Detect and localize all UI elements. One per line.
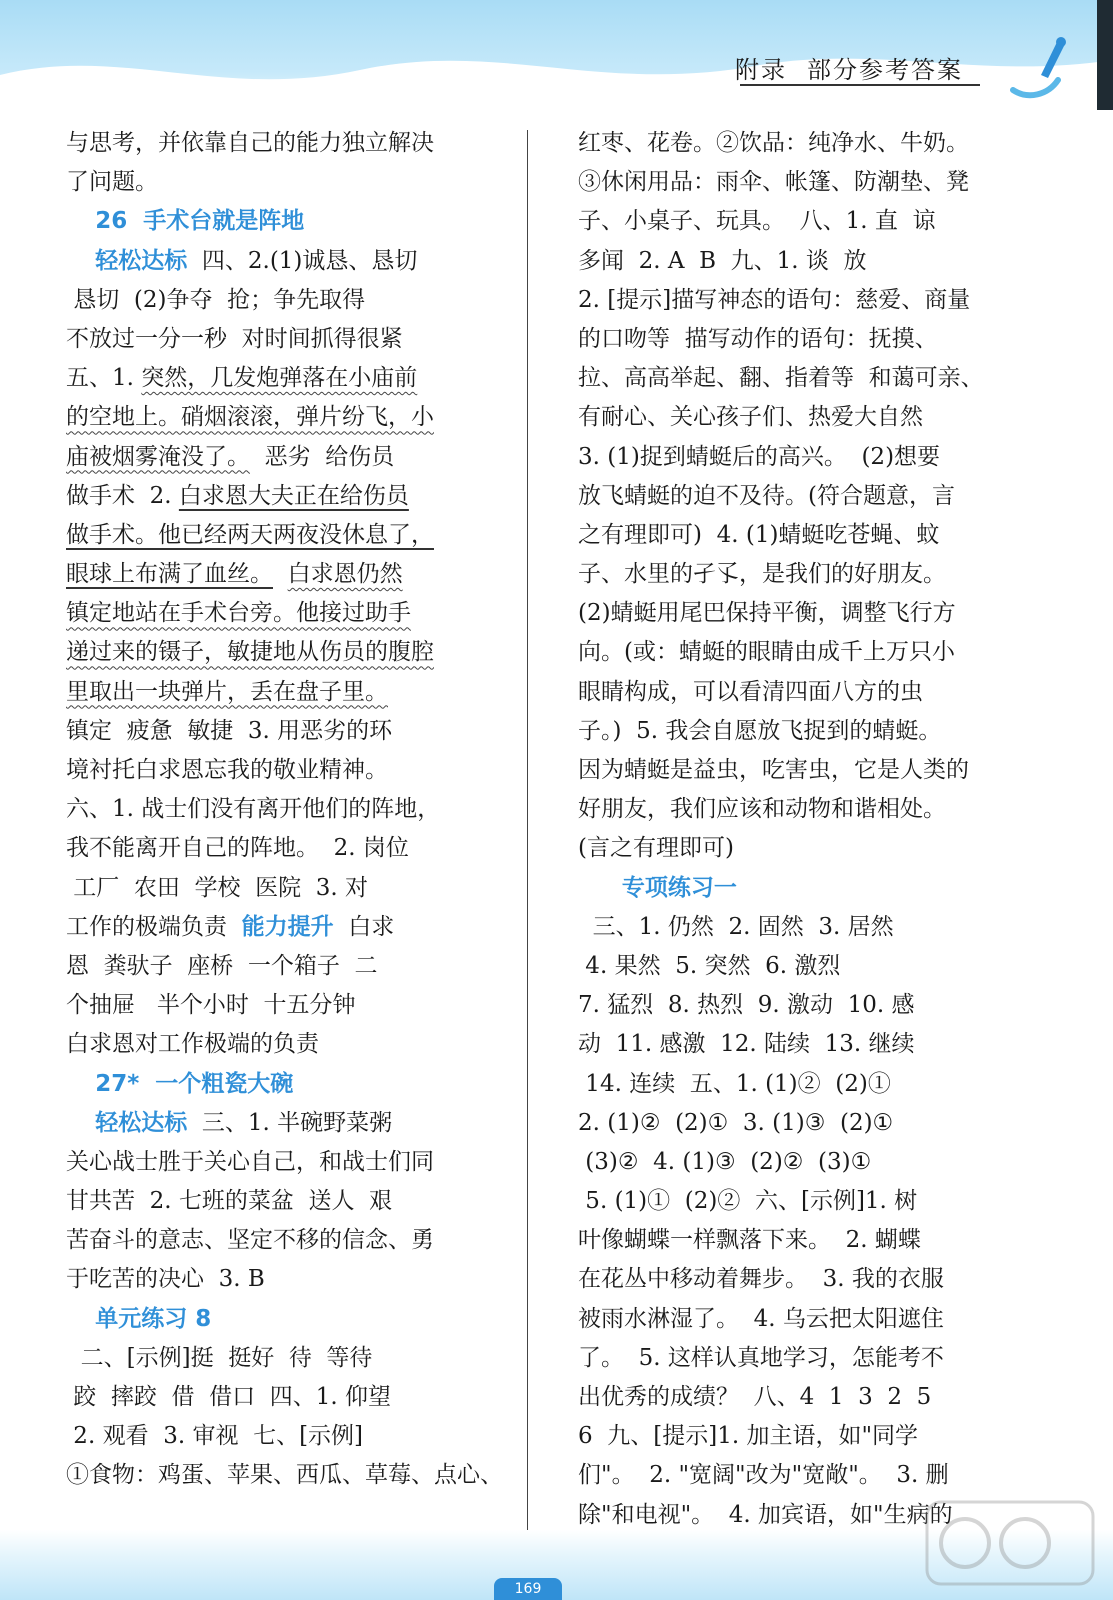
text-segment: 四、2.(1)诚恳、恳切 — [187, 247, 418, 274]
text-line — [66, 1260, 496, 1299]
text-line — [66, 398, 496, 437]
text-line — [578, 1339, 1008, 1378]
text-segment: 恩 粪驮子 座桥 一个箱子 二 — [66, 952, 378, 979]
text-segment: 与思考，并依靠自己的能力独立解决 — [66, 130, 434, 156]
section-heading: 专项练习一 — [621, 874, 737, 901]
text-segment: 红枣、花卷。②饮品：纯净水、牛奶。 — [578, 130, 969, 156]
text-segment: 子、小桌子、玩具。 八、1. 直 谅 — [578, 208, 936, 235]
text-line — [578, 1104, 1008, 1143]
page-edge-binding — [1097, 0, 1113, 110]
text-line — [66, 1143, 496, 1182]
header-rule — [740, 84, 980, 86]
text-segment: 3. (1)捉到蜻蜓后的高兴。 (2)想要 — [578, 443, 941, 470]
text-line — [66, 163, 496, 202]
watermark-logo — [925, 1500, 1095, 1586]
text-line — [66, 1417, 496, 1456]
text-segment: 好朋友，我们应该和动物和谐相处。 — [578, 796, 946, 823]
text-segment: 眼球上布满了血丝。 — [66, 561, 273, 588]
text-line — [578, 1300, 1008, 1339]
text-line — [66, 712, 496, 751]
text-line — [578, 1221, 1008, 1260]
text-line — [578, 202, 1008, 241]
text-line — [578, 477, 1008, 516]
header-title: 部分参考答案 — [807, 56, 963, 84]
text-segment: 工厂 农田 学校 医院 3. 对 — [66, 874, 369, 901]
text-segment: 做手术。他已经两天两夜没休息了， — [66, 521, 434, 548]
text-line — [578, 1065, 1008, 1104]
text-line — [578, 398, 1008, 437]
left-column — [66, 124, 503, 1496]
text-segment: 二、[示例]挺 挺好 待 等待 — [66, 1344, 373, 1371]
text-segment: 2. (1)② (2)① 3. (1)③ (2)① — [578, 1109, 894, 1136]
text-line — [66, 908, 496, 947]
text-segment: 递过来的镊子，敏捷地从伤员的腹腔 — [66, 639, 434, 666]
text-line — [66, 477, 496, 516]
text-line — [66, 516, 496, 555]
text-segment: 出优秀的成绩？ 八、4 1 3 2 5 — [578, 1384, 932, 1410]
text-segment: 被雨水淋湿了。 4. 乌云把太阳遮住 — [578, 1305, 944, 1332]
text-line — [66, 1221, 496, 1260]
text-segment: 有耐心、关心孩子们、热爱大自然 — [578, 404, 923, 431]
text-line — [578, 1182, 1008, 1221]
text-segment: 2. 观看 3. 审视 七、[示例] — [66, 1423, 364, 1450]
text-segment: 六、1. 战士们没有离开他们的阵地， — [66, 796, 441, 823]
text-line — [66, 1339, 496, 1378]
text-segment: 三、1. 仍然 2. 固然 3. 居然 — [578, 913, 894, 940]
text-line — [66, 1104, 496, 1143]
text-segment: 工作的极端负责 — [66, 913, 242, 940]
text-line — [66, 986, 496, 1025]
text-segment: ①食物：鸡蛋、苹果、西瓜、草莓、点心、 — [66, 1462, 503, 1489]
text-line — [578, 829, 1008, 868]
text-segment: 做手术 2. — [66, 482, 179, 509]
text-segment: 叶像蝴蝶一样飘落下来。 2. 蝴蝶 — [578, 1227, 921, 1254]
text-segment: 拉、高高举起、翻、指着等 和蔼可亲、 — [578, 365, 984, 392]
section-heading: 轻松达标 — [95, 247, 188, 274]
text-line — [66, 751, 496, 790]
text-line — [66, 124, 496, 163]
text-segment: 因为蜻蜓是益虫，吃害虫，它是人类的 — [578, 757, 969, 783]
text-segment: 2. [提示]描写神态的语句：慈爱、商量 — [578, 286, 971, 313]
text-segment: 之有理即可) 4. (1)蜻蜓吃苍蝇、蚊 — [578, 521, 940, 548]
text-segment: 们"。 2. "宽阔"改为"宽敞"。 3. 删 — [578, 1462, 949, 1489]
text-line — [578, 555, 1008, 594]
text-line — [66, 594, 496, 633]
text-segment: 境衬托白求恩忘我的敬业精神。 — [66, 757, 388, 783]
text-segment — [66, 1071, 95, 1097]
text-line — [578, 633, 1008, 672]
text-segment — [66, 208, 95, 234]
text-segment — [66, 248, 95, 274]
text-line — [578, 320, 1008, 359]
text-segment — [273, 561, 288, 587]
text-segment: 跤 摔跤 借 借口 四、1. 仰望 — [66, 1384, 392, 1410]
section-heading: 能力提升 — [241, 913, 334, 940]
text-segment: 动 11. 感激 12. 陆续 13. 继续 — [578, 1031, 915, 1058]
section-heading: 26 手术台就是阵地 — [95, 208, 305, 235]
text-segment: 不放过一分一秒 对时间抓得很紧 — [66, 325, 403, 352]
text-segment: 了问题。 — [66, 169, 158, 196]
text-line — [66, 1378, 496, 1417]
text-segment: 的空地上。硝烟滚滚，弹片纷飞，小 — [66, 404, 434, 431]
text-line — [66, 829, 496, 868]
column-divider — [527, 130, 528, 1530]
text-line — [66, 673, 496, 712]
text-line — [578, 1025, 1008, 1064]
text-segment: (3)② 4. (1)③ (2)② (3)① — [578, 1148, 872, 1175]
text-line — [578, 1378, 1008, 1417]
text-line — [578, 712, 1008, 751]
text-line — [578, 124, 1008, 163]
text-line — [578, 516, 1008, 555]
text-segment: (言之有理即可) — [578, 835, 734, 862]
text-segment: 甘共苦 2. 七班的菜盆 送人 艰 — [66, 1188, 393, 1215]
text-line — [66, 1065, 496, 1104]
pen-icon — [1003, 30, 1073, 105]
text-segment: 五、1. — [66, 365, 142, 392]
text-line — [578, 594, 1008, 633]
text-segment: 庙被烟雾淹没了。 — [66, 443, 250, 470]
text-line — [578, 1143, 1008, 1182]
text-segment: 14. 连续 五、1. (1)② (2)① — [578, 1070, 891, 1097]
text-segment: 子、水里的孑孓，是我们的好朋友。 — [578, 561, 946, 588]
section-heading: 单元练习 8 — [95, 1305, 212, 1332]
text-line — [66, 869, 496, 908]
text-segment: 白求恩仍然 — [287, 561, 403, 588]
section-heading: 27* 一个粗瓷大碗 — [95, 1070, 294, 1097]
text-segment: 放飞蜻蜓的迫不及待。(符合题意，言 — [578, 482, 955, 509]
text-line — [578, 790, 1008, 829]
text-segment: 向。(或：蜻蜓的眼睛由成千上万只小 — [578, 639, 955, 666]
text-line — [66, 1300, 496, 1339]
text-segment: 了。 5. 这样认真地学习，怎能考不 — [578, 1344, 944, 1371]
text-segment: 子。) 5. 我会自愿放飞捉到的蜻蜓。 — [578, 717, 942, 744]
section-heading: 轻松达标 — [95, 1109, 188, 1136]
text-line — [66, 1456, 503, 1495]
text-line — [578, 1456, 1008, 1495]
text-line — [66, 1025, 496, 1064]
text-segment: 三、1. 半碗野菜粥 — [187, 1109, 393, 1136]
text-segment — [66, 1306, 95, 1332]
text-segment: 个抽屉 半个小时 十五分钟 — [66, 992, 356, 1019]
text-line — [66, 555, 496, 594]
text-line — [578, 438, 1008, 477]
text-line — [66, 947, 496, 986]
text-segment: 在花丛中移动着舞步。 3. 我的衣服 — [578, 1266, 944, 1293]
text-line — [66, 359, 496, 398]
text-segment — [578, 875, 622, 901]
text-segment: 恶劣 给伤员 — [250, 443, 395, 470]
text-line — [578, 673, 1008, 712]
text-segment: 我不能离开自己的阵地。 2. 岗位 — [66, 835, 409, 862]
text-line — [66, 202, 496, 241]
text-line — [578, 281, 1008, 320]
text-segment: 白求恩对工作极端的负责 — [66, 1031, 319, 1058]
text-line — [66, 320, 496, 359]
text-segment: 苦奋斗的意志、坚定不移的信念、勇 — [66, 1227, 434, 1254]
text-line — [578, 869, 1008, 908]
page-number: 169 — [494, 1578, 562, 1600]
text-line — [578, 1417, 1008, 1456]
text-line — [578, 947, 1008, 986]
header-section: 附录 — [735, 56, 787, 84]
text-segment: (2)蜻蜓用尾巴保持平衡，调整飞行方 — [578, 600, 956, 627]
text-line — [66, 1182, 496, 1221]
text-segment: 除"和电视"。 4. 加宾语，如"生病的 — [578, 1501, 953, 1528]
text-line — [66, 633, 496, 672]
text-segment: 白求 — [333, 913, 395, 940]
text-segment: 7. 猛烈 8. 热烈 9. 激动 10. 感 — [578, 992, 915, 1019]
text-line — [578, 242, 1008, 281]
text-segment: 突然，几发炮弹落在小庙前 — [141, 365, 418, 392]
text-segment — [66, 1110, 95, 1136]
text-line — [66, 790, 496, 829]
text-line — [66, 281, 496, 320]
text-segment: 5. (1)① (2)② 六、[示例]1. 树 — [578, 1188, 918, 1215]
text-segment: 关心战士胜于关心自己，和战士们同 — [66, 1148, 434, 1175]
text-line — [578, 751, 1008, 790]
text-segment: 眼睛构成，可以看清四面八方的虫 — [578, 678, 923, 705]
text-segment: 恳切 (2)争夺 抢；争先取得 — [66, 286, 366, 313]
text-segment: 的口吻等 描写动作的语句：抚摸、 — [578, 325, 938, 352]
text-line — [578, 163, 1008, 202]
text-line — [66, 438, 496, 477]
text-segment: ③休闲用品：雨伞、帐篷、防潮垫、凳 — [578, 169, 969, 196]
text-segment: 6 九、[提示]1. 加主语，如"同学 — [578, 1423, 919, 1450]
text-segment: 镇定 疲惫 敏捷 3. 用恶劣的环 — [66, 717, 393, 744]
text-segment: 多闻 2. A B 九、1. 谈 放 — [578, 247, 867, 274]
text-line — [578, 1260, 1008, 1299]
text-segment: 里取出一块弹片，丢在盘子里。 — [66, 678, 388, 705]
text-segment: 于吃苦的决心 3. B — [66, 1266, 265, 1293]
text-segment: 镇定地站在手术台旁。他接过助手 — [66, 600, 411, 627]
right-column — [578, 124, 1008, 1535]
text-segment: 白求恩大夫正在给伤员 — [178, 482, 409, 509]
text-segment: 4. 果然 5. 突然 6. 激烈 — [578, 952, 841, 979]
text-line — [578, 986, 1008, 1025]
running-header — [735, 50, 963, 85]
text-line — [578, 359, 1008, 398]
text-line — [66, 242, 496, 281]
text-line — [578, 908, 1008, 947]
